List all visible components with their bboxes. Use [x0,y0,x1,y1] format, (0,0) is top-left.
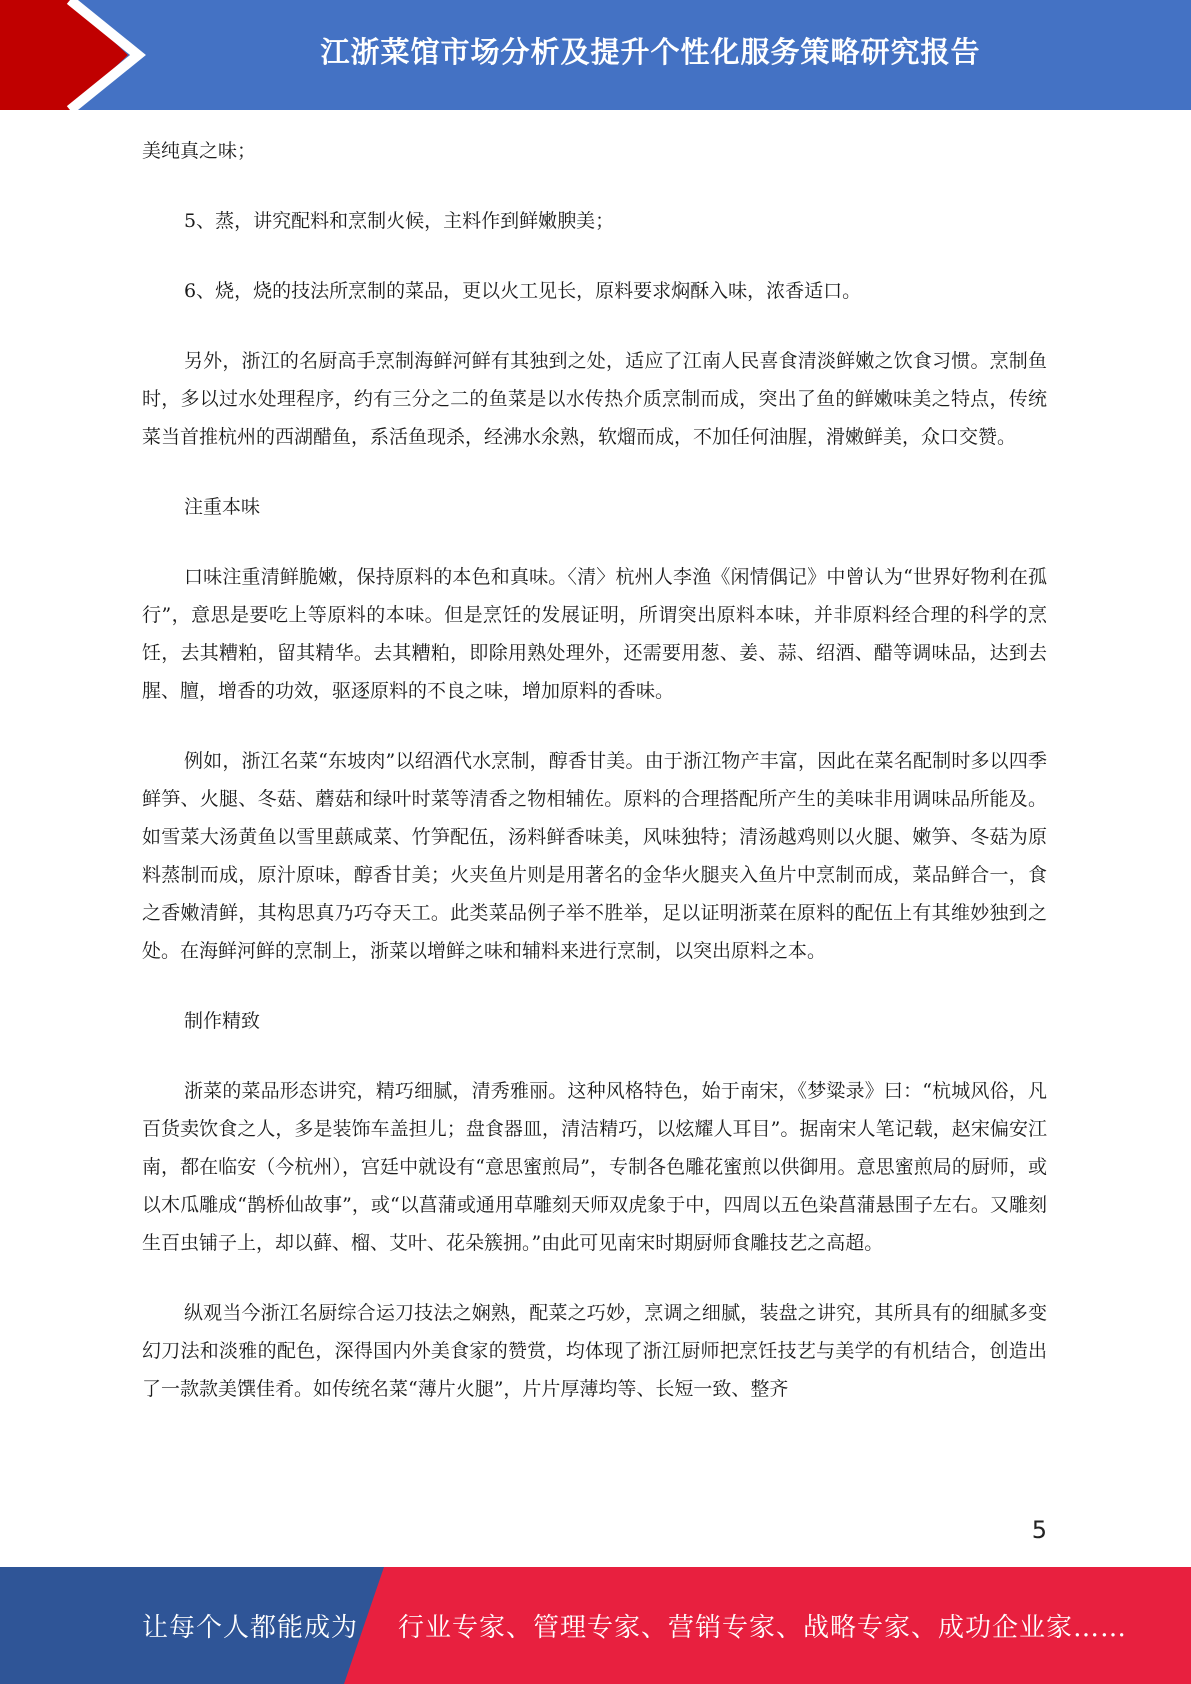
page-number: 5 [1031,1516,1047,1544]
list-item-steam: 5、蒸，讲究配料和烹制火候，主料作到鲜嫩腴美； [184,210,615,232]
paragraph: 口味注重清鲜脆嫩，保持原料的本色和真味。〈清〉杭州人李渔《闲情偶记》中曾认为“世界好物利在孤行”，意思是要吃上等原料的本味。但是烹饪的发展证明，所谓突出原料本味，并非原料经合理的科学的烹饪，去其糟粕，留其精华。去其糟粕，即除用熟处理外，还需要用葱、姜、蒜、绍酒、醋等调味品，达到去腥、膻，增香的功效，驱逐原料的不良之味，增加原料的香味。 [142,566,1047,702]
page-header [0,0,1191,110]
paragraph: 例如，浙江名菜“东坡肉”以绍酒代水烹制，醇香甘美。由于浙江物产丰富，因此在菜名配制时多以四季鲜笋、火腿、冬菇、蘑菇和绿叶时菜等清香之物相辅佐。原料的合理搭配所产生的美味非用调味品所能及。如雪菜大汤黄鱼以雪里蕻咸菜、竹笋配伍，汤料鲜香味美，风味独特；清汤越鸡则以火腿、嫩笋、冬菇为原料蒸制而成，原汁原味，醇香甘美；火夹鱼片则是用著名的金华火腿夹入鱼片中烹制而成，菜品鲜合一，食之香嫩清鲜，其构思真乃巧夺天工。此类菜品例子举不胜举，足以证明浙菜在原料的配伍上有其维妙独到之处。在海鲜河鲜的烹制上，浙菜以增鲜之味和辅料来进行烹制，以突出原料之本。 [142,750,1047,962]
paragraph: 纵观当今浙江名厨综合运刀技法之娴熟，配菜之巧妙，烹调之细腻，装盘之讲究，其所具有的细腻多变幻刀法和淡雅的配色，深得国内外美食家的赞赏，均体现了浙江厨师把烹饪技艺与美学的有机结合，创造出了一款款美馔佳肴。如传统名菜“薄片火腿”，片片厚薄均等、长短一致、整齐 [142,1302,1047,1400]
section-heading: 制作精致 [184,1010,261,1032]
page-footer [0,1567,1191,1684]
report-title: 江浙菜馆市场分析及提升个性化服务策略研究报告 [320,34,981,69]
document-body [142,132,1047,1440]
paragraph: 美纯真之味； [142,140,257,162]
list-item-braise: 6、烧，烧的技法所烹制的菜品，更以火工见长，原料要求焖酥入味，浓香适口。 [184,280,862,302]
footer-slogan-left: 让每个人都能成为 [142,1613,359,1643]
footer-slogan-right: 行业专家、管理专家、营销专家、战略专家、成功企业家…… [398,1613,1128,1643]
section-heading: 注重本味 [184,496,261,518]
paragraph: 浙菜的菜品形态讲究，精巧细腻，清秀雅丽。这种风格特色，始于南宋，《梦粱录》曰：“杭城风俗，凡百货卖饮食之人，多是装饰车盖担儿；盘食器皿，清洁精巧，以炫耀人耳目”。据南宋人笔记载，赵宋偏安江南，都在临安（今杭州），宫廷中就设有“意思蜜煎局”，专制各色雕花蜜煎以供御用。意思蜜煎局的厨师，或以木瓜雕成“鹊桥仙故事”，或“以菖蒲或通用草雕刻天师双虎象于中，四周以五色染菖蒲悬围子左右。又雕刻生百虫铺子上，却以藓、榴、艾叶、花朵簇拥。”由此可见南宋时期厨师食雕技艺之高超。 [142,1080,1047,1254]
paragraph: 另外，浙江的名厨高手烹制海鲜河鲜有其独到之处，适应了江南人民喜食清淡鲜嫩之饮食习惯。烹制鱼时，多以过水处理程序，约有三分之二的鱼菜是以水传热介质烹制而成，突出了鱼的鲜嫩味美之特点，传统菜当首推杭州的西湖醋鱼，系活鱼现杀，经沸水氽熟，软熘而成，不加任何油腥，滑嫩鲜美，众口交赞。 [142,350,1047,448]
header-arrow-accent [0,0,160,110]
